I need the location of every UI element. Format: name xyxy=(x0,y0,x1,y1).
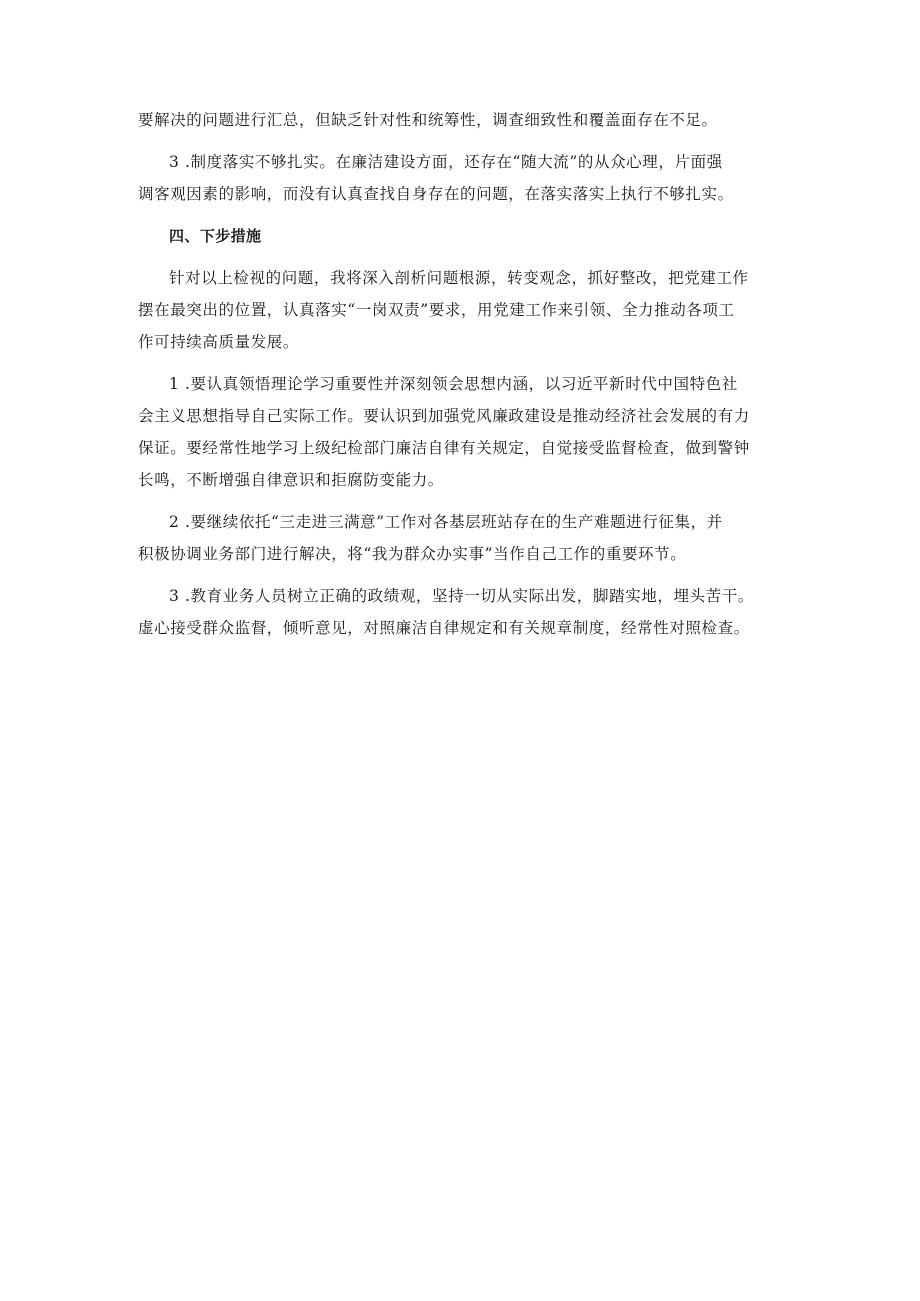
text-line: 长鸣，不断增强自律意识和拒腐防变能力。 xyxy=(138,471,444,489)
text-line: 针对以上检视的问题，我将深入剖析问题根源，转变观念，抓好整改，把党建工作 xyxy=(169,269,749,287)
paragraph-item-3-problem xyxy=(138,146,798,210)
text-line: 虚心接受群众监督，倾听意见，对照廉洁自律规定和有关规章制度，经常性对照检查。 xyxy=(138,619,750,637)
section-heading: 四、下步措施 xyxy=(169,227,262,245)
text-line: 调客观因素的影响，而没有认真查找自身存在的问题，在落实落实上执行不够扎实。 xyxy=(138,185,734,203)
text-line: 摆在最突出的位置，认真落实“一岗双责”要求，用党建工作来引领、全力推动各项工 xyxy=(138,301,735,319)
paragraph-continuation xyxy=(138,104,798,136)
text-line: 积极协调业务部门进行解决，将“我为群众办实事”当作自己工作的重要环节。 xyxy=(138,545,687,563)
text-line: 作可持续高质量发展。 xyxy=(138,333,300,351)
paragraph-measure-3 xyxy=(138,580,798,644)
paragraph-measure-2 xyxy=(138,506,798,570)
paragraph-measure-1 xyxy=(138,368,798,496)
text-line: 3 .制度落实不够扎实。在廉洁建设方面，还存在“随大流”的从众心理，片面强 xyxy=(169,153,723,171)
text-line: 1 .要认真领悟理论学习重要性并深刻领会思想内涵，以习近平新时代中国特色社 xyxy=(169,375,738,393)
text-line: 要解决的问题进行汇总，但缺乏针对性和统筹性，调查细致性和覆盖面存在不足。 xyxy=(138,111,718,129)
text-line: 3 .教育业务人员树立正确的政绩观，坚持一切从实际出发，脚踏实地，埋头苦干。 xyxy=(169,587,755,605)
text-line: 保证。要经常性地学习上级纪检部门廉洁自律有关规定，自觉接受监督检查，做到警钟 xyxy=(138,439,750,457)
text-line: 2 .要继续依托“三走进三满意”工作对各基层班站存在的生产难题进行征集，并 xyxy=(169,513,723,531)
document-body xyxy=(138,104,798,644)
paragraph-intro xyxy=(138,262,798,358)
text-line: 会主义思想指导自己实际工作。要认识到加强党风廉政建设是推动经济社会发展的有力 xyxy=(138,407,750,425)
